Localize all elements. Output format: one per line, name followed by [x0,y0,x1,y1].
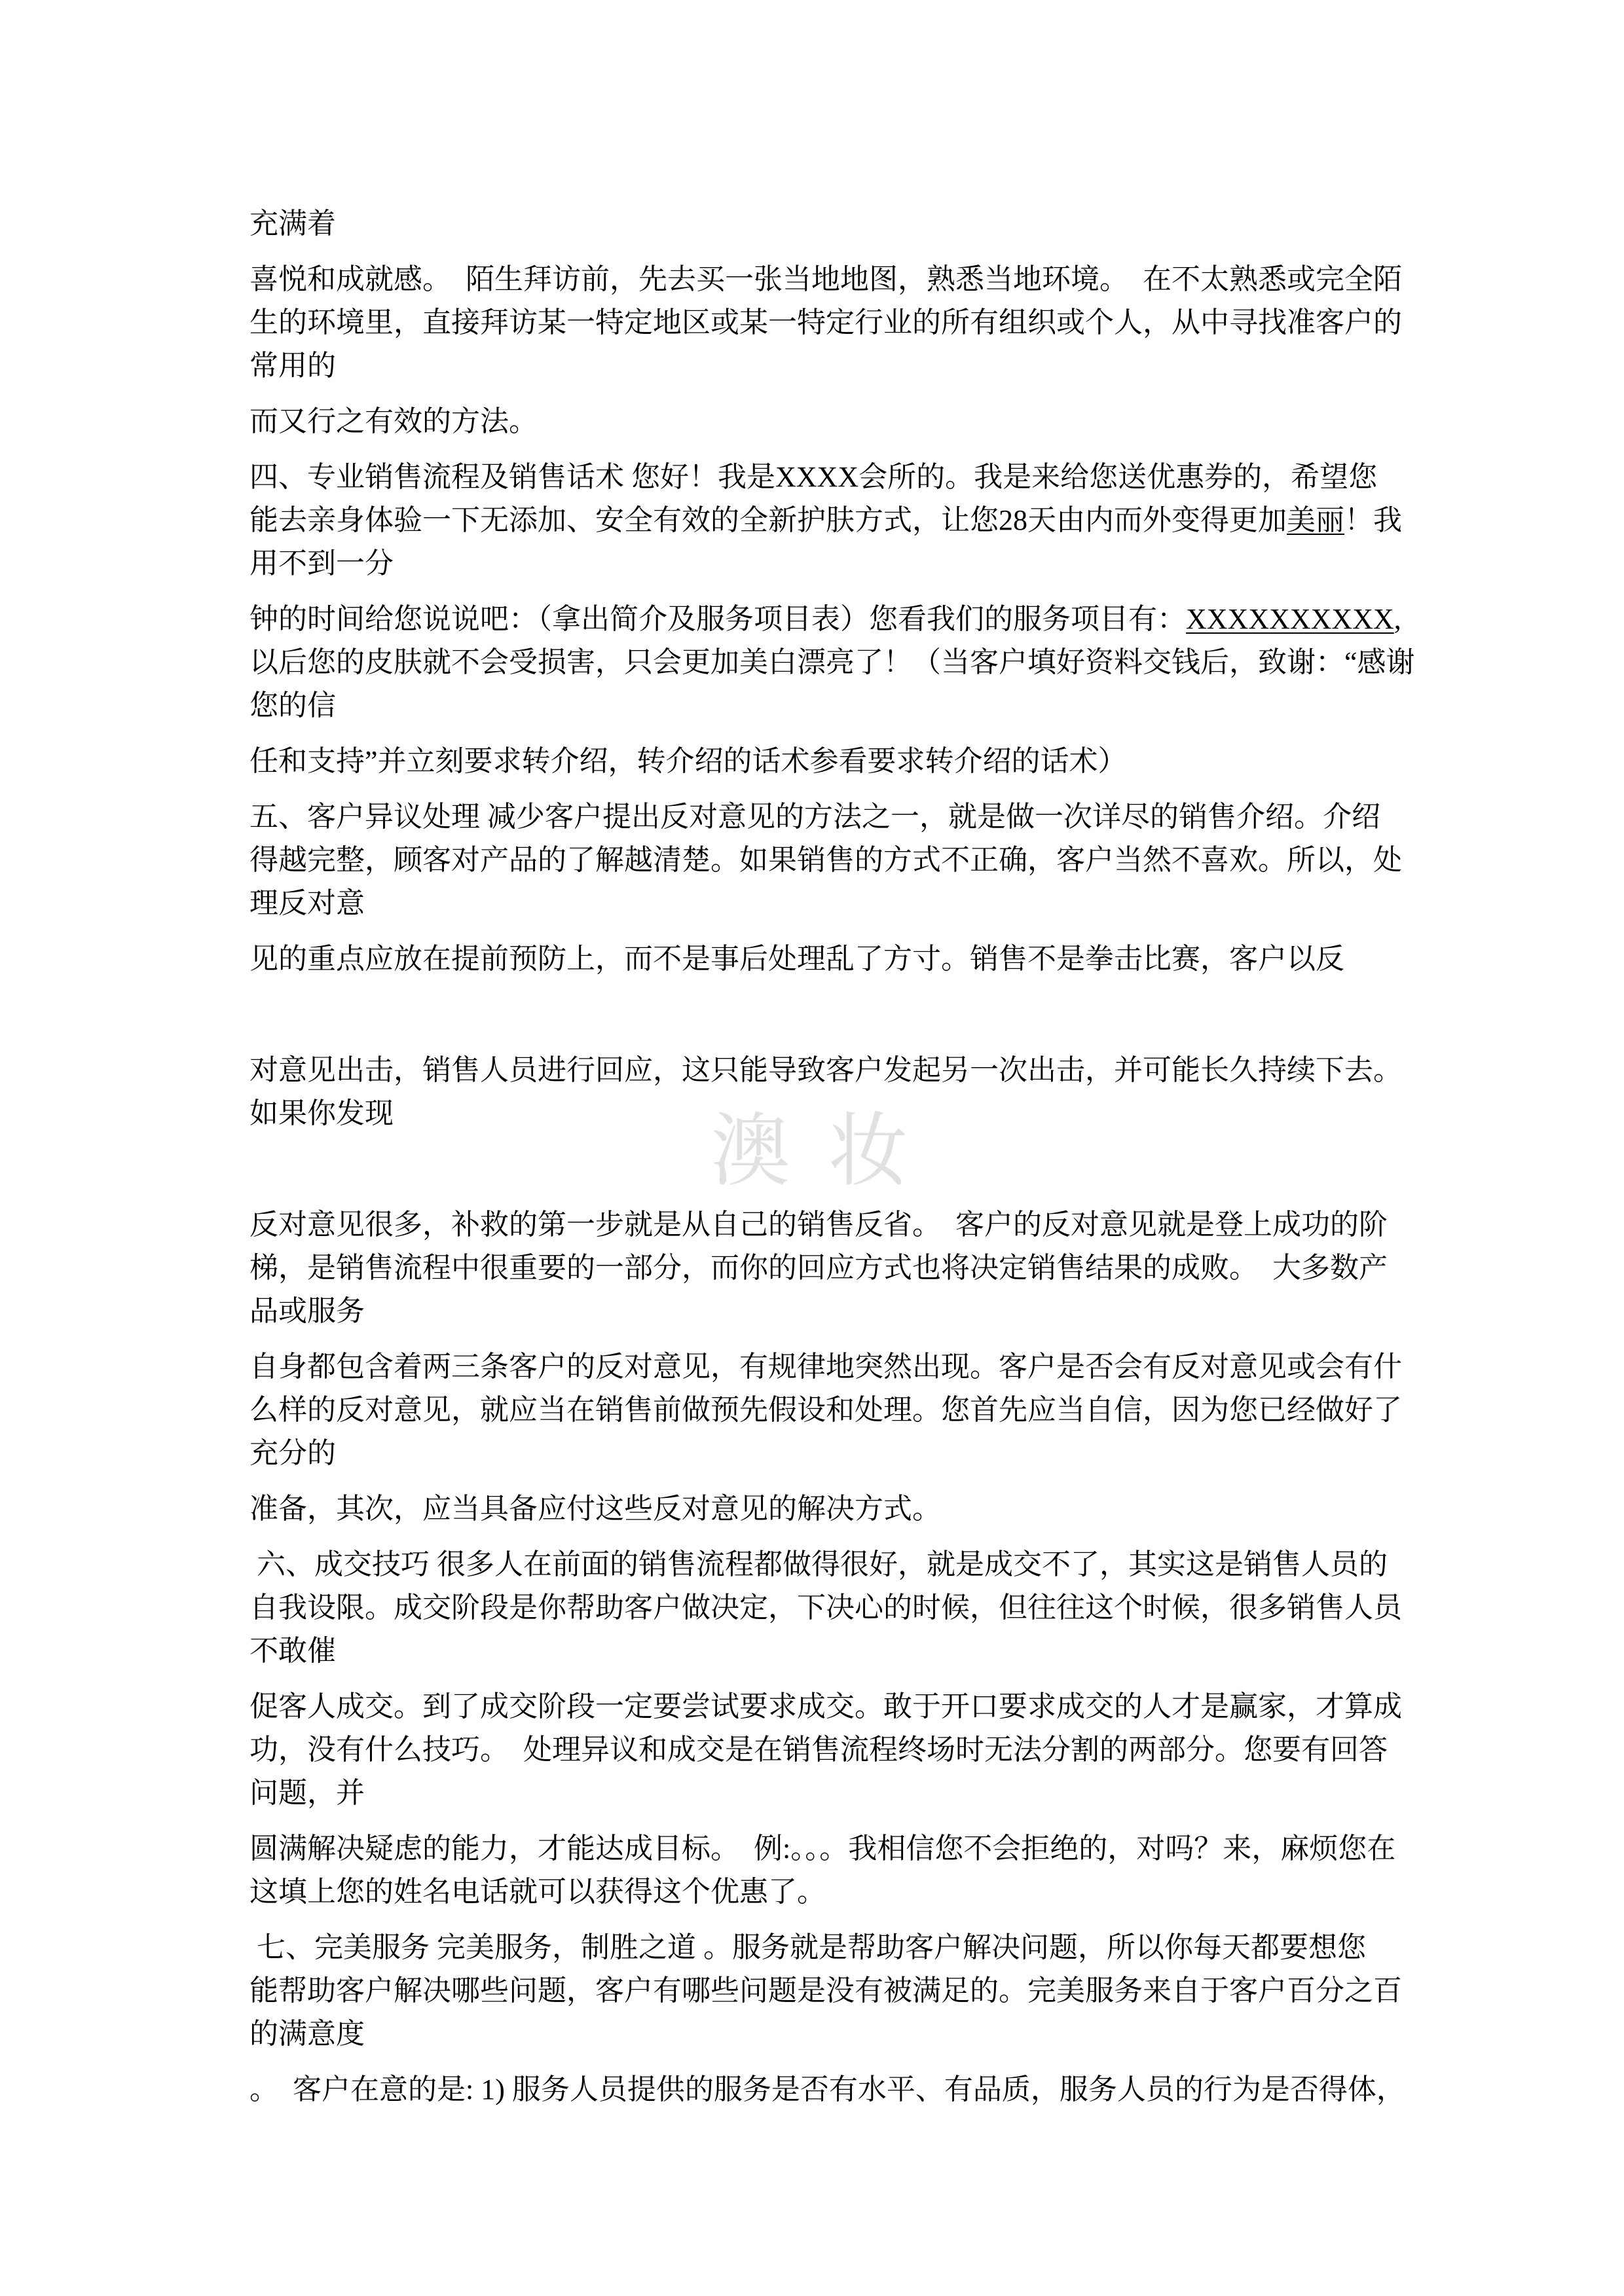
text-segment: , [1393,603,1401,635]
text-line: 的满意度 [249,2018,365,2050]
paragraph [249,1543,1415,1673]
paragraph [249,1345,1415,1475]
paragraph [249,993,1415,1036]
underlined-text: 美丽 [1287,504,1344,536]
text-line: 见的重点应放在提前预防上，而不是事后处理乱了方寸。销售不是拳击比赛，客户以反 [249,943,1344,975]
paragraph [249,456,1415,585]
paragraph [249,1049,1415,1135]
text-line: 功，没有什么技巧。 处理异议和成交是在销售流程终场时无法分割的两部分。您要有回答 [249,1734,1388,1766]
paragraph [249,1926,1415,2056]
paragraph [249,1827,1415,1914]
text-line: 品或服务 [249,1295,365,1327]
text-line: 促客人成交。到了成交阶段一定要尝试要求成交。敢于开口要求成交的人才是赢家，才算成 [249,1690,1402,1722]
text-line: 能帮助客户解决哪些问题，客户有哪些问题是没有被满足的。完美服务来自于客户百分之百 [249,1975,1402,2007]
text-line: 生的环境里，直接拜访某一特定地区或某一特定行业的所有组织或个人，从中寻找准客户的 [249,306,1402,338]
paragraph [249,1203,1415,1333]
text-line: 任和支持”并立刻要求转介绍，转介绍的话术参看要求转介绍的话术） [249,745,1127,777]
paragraph [249,598,1415,727]
paragraph [249,258,1415,388]
text-line: 梯，是销售流程中很重要的一部分，而你的回应方式也将决定销售结果的成败。 大多数产 [249,1252,1388,1284]
text-line [249,598,1415,641]
text-line: 得越完整，顾客对产品的了解越清楚。如果销售的方式不正确，客户当然不喜欢。所以，处 [249,844,1402,876]
text-line: 圆满解决疑虑的能力，才能达成目标。 例:。。。我相信您不会拒绝的，对吗？来，麻烦您在 [249,1832,1396,1865]
text-line: 充满着 [249,208,336,240]
text-line: 准备，其次，应当具备应付这些反对意见的解决方式。 [249,1493,941,1525]
text-line: 七、完美服务 完美服务，制胜之道 。服务就是帮助客户解决问题，所以你每天都要想您 [249,1931,1366,1963]
text-segment: ！我 [1344,504,1402,536]
text-line: 如果你发现 [249,1097,394,1129]
text-line [249,993,1415,1036]
text-line: 六、成交技巧 很多人在前面的销售流程都做得很好，就是成交不了，其实这是销售人员的 [249,1548,1388,1580]
text-line: 问题，并 [249,1777,365,1809]
text-line: 不敢催 [249,1635,336,1667]
paragraph [249,202,1415,246]
text-line: 自我设限。成交阶段是你帮助客户做决定，下决心的时候，但往往这个时候，很多销售人员 [249,1592,1402,1624]
paragraph [249,795,1415,925]
text-line: 理反对意 [249,887,365,919]
text-line: 充分的 [249,1437,336,1469]
text-line: 自身都包含着两三条客户的反对意见，有规律地突然出现。客户是否会有反对意见或会有什 [249,1351,1402,1383]
text-line [249,499,1415,542]
paragraph [249,1487,1415,1531]
paragraph [249,1685,1415,1815]
document-content [249,202,1415,2124]
paragraph [249,400,1415,443]
text-line: 喜悦和成就感。 陌生拜访前，先去买一张当地地图，熟悉当地环境。 在不太熟悉或完全陌 [249,263,1402,295]
text-line: 对意见出击，销售人员进行回应，这只能导致客户发起另一次出击，并可能长久持续下去。 [249,1054,1402,1086]
paragraph [249,938,1415,981]
text-line: 五、客户异议处理 减少客户提出反对意见的方法之一，就是做一次详尽的销售介绍。介绍 [249,801,1380,833]
text-line: 您的信 [249,689,336,721]
text-line: 这填上您的姓名电话就可以获得这个优惠了。 [249,1876,826,1908]
text-line: 用不到一分 [249,547,394,579]
paragraph [249,2068,1415,2111]
text-line: 四、专业销售流程及销售话术 您好！我是XXXX会所的。我是来给您送优惠券的，希望您 [249,461,1378,493]
watermark: 澳 妆 [710,1106,916,1195]
underlined-text: XXXXXXXXXX [1186,603,1394,635]
text-line: 么样的反对意见，就应当在销售前做预先假设和处理。您首先应当自信，因为您已经做好了 [249,1394,1402,1426]
text-line [249,1148,1415,1191]
paragraph [249,740,1415,783]
paragraph [249,1148,1415,1191]
text-line: 而又行之有效的方法。 [249,405,538,437]
text-segment: 能去亲身体验一下无添加、安全有效的全新护肤方式，让您28天由内而外变得更加 [249,504,1287,536]
text-line: 反对意见很多，补救的第一步就是从自己的销售反省。 客户的反对意见就是登上成功的阶 [249,1209,1388,1241]
text-line: 常用的 [249,350,336,382]
text-line: 。 客户在意的是: 1) 服务人员提供的服务是否有水平、有品质，服务人员的行为是否得体， [249,2073,1405,2105]
text-line: 以后您的皮肤就不会受损害，只会更加美白漂亮了！（当客户填好资料交钱后，致谢：“感谢 [249,646,1415,678]
text-segment: 钟的时间给您说说吧：（拿出简介及服务项目表）您看我们的服务项目有： [249,603,1186,635]
